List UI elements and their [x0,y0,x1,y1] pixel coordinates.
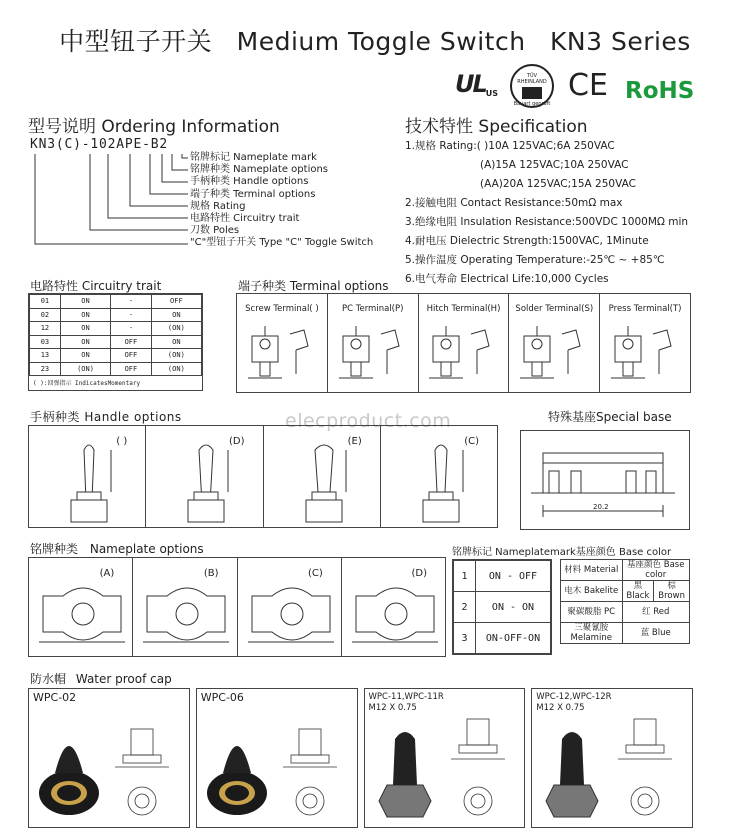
circuitry-cell: 23 [30,362,61,376]
base-color-cell: 三聚氰胺 Melamine [561,623,623,644]
special-panel [520,430,690,530]
circuitry-heading: 电路特性 Circuitry trait [30,279,162,293]
title-en: Medium Toggle Switch [236,27,526,56]
circuitry-cell: ON [60,308,110,322]
circuitry-cell: ON [60,335,110,349]
base-color-cell: 棕 Brown [654,581,690,602]
circuitry-cell: OFF [111,335,152,349]
title-cn: 中型钮子开关 [59,27,213,56]
order-item-circuitry: 电路特性 Circuitry trait [190,213,300,225]
mark-row [454,592,551,623]
circuitry-cell: 01 [30,295,61,309]
mark-table [453,560,551,654]
spec-rating: 1.规格 Rating:( )10A 125VAC;6A 250VAC [405,140,615,152]
base-color-panel [560,559,690,644]
circuitry-cell: 02 [30,308,61,322]
circuitry-row [30,349,202,363]
order-legend [190,152,373,250]
handle-heading: 手柄种类 Handle options [30,410,182,424]
circuitry-table [29,294,202,376]
order-code: KN3(C)-102APE-B2 [30,137,169,152]
nameplate-drawing [137,576,237,656]
base-color-header-cell: 材料 Material [561,560,623,581]
handle-option [146,426,263,527]
cap-item-label: WPC-11,WPC-11R M12 X 0.75 [368,692,444,713]
special-base-dim: 20.2 [593,503,609,511]
spec-list [405,137,688,289]
terminal-panel [236,293,691,393]
handle-option-label: ( ) [116,436,128,447]
handle-option-label: (C) [464,436,479,447]
title-series: KN3 Series [550,27,691,56]
order-item-poles: 刀数 Poles [190,225,240,237]
mark-number: 3 [454,623,476,654]
cap-item [196,688,358,828]
base-color-cell: 蓝 Blue [622,623,690,644]
order-item-handle: 手柄种类 Handle options [190,176,309,188]
circuitry-row [30,322,202,336]
spec-life: 6.电气寿命 Electrical Life:10,000 Cycles [405,273,609,285]
circuitry-row [30,335,202,349]
terminal-drawing [238,322,326,382]
nameplate-option-label: (A) [99,568,115,579]
circuitry-row [30,308,202,322]
handle-drawing [401,428,481,526]
tuv-logo: TÜV RHEINLAND Bauart geprüft [510,64,554,108]
circuitry-cell: (ON) [151,362,201,376]
handle-drawing [284,428,364,526]
order-item-rating: 规格 Rating [190,200,246,212]
base-color-header-cell: 基座颜色 Base color [622,560,690,581]
base-color-row [561,581,690,602]
mark-text: ON - OFF [476,561,551,592]
circuitry-cell: ON [151,335,201,349]
cap-item-label: WPC-02 [33,691,77,704]
order-item-type-c: "C"型钮子开关 Type "C" Toggle Switch [190,237,374,249]
circuitry-cell: ON [60,322,110,336]
nameplate-drawing [242,576,342,656]
terminal-option [600,294,690,392]
mark-number: 2 [454,592,476,623]
ul-logo: $UL_{US}$ [455,70,499,99]
cap-item [364,688,526,828]
order-item-nameplate-mark: 铭牌标记 Nameplate mark [190,152,317,163]
circuitry-note: ( ):回弹指示 IndicatesMomentary [33,380,141,387]
terminal-option [419,294,510,392]
mark-text: ON - ON [476,592,551,623]
ordering-heading: 型号说明 Ordering Information [28,117,280,137]
base-color-cell: 聚碳酸脂 PC [561,602,623,623]
circuitry-cell: ON [60,349,110,363]
base-color-cell: 黑 Black [622,581,654,602]
handle-drawing [49,428,129,526]
spec-rating-aa: (AA)20A 125VAC;15A 250VAC [480,178,636,190]
nameplate-option-label: (C) [307,568,323,579]
terminal-drawing [510,322,598,382]
circuitry-cell: - [111,308,152,322]
terminal-option [237,294,328,392]
spec-temperature: 5.操作温度 Operating Temperature:-25℃ ~ +85℃ [405,254,665,266]
base-color-row [561,623,690,644]
handle-drawing [166,428,246,526]
nameplate-option [342,558,445,656]
rohs-logo: RoHS [625,78,695,104]
cap-heading: 防水帽 Water proof cap [30,672,172,686]
circuitry-cell: (ON) [60,362,110,376]
base-color-row [561,602,690,623]
circuitry-cell: ON [60,295,110,309]
cap-drawing [532,689,692,828]
cap-item [28,688,190,828]
terminal-option-label: Press Terminal(T) [608,304,682,314]
circuitry-cell: 12 [30,322,61,336]
handle-option [381,426,497,527]
nameplate-option [133,558,237,656]
spec-heading: 技术特性 Specification [405,117,588,137]
terminal-option-label: PC Terminal(P) [341,304,404,314]
circuitry-row [30,295,202,309]
order-item-nameplate-options: 铭牌种类 Nameplate options [190,164,329,176]
circuitry-cell: 13 [30,349,61,363]
mark-row [454,561,551,592]
terminal-option [328,294,419,392]
nameplate-drawing [33,576,133,656]
spec-rating-a: (A)15A 125VAC;10A 250VAC [480,159,629,171]
mark-heading: 铭牌标记 Nameplatemark基座颜色 Base color [452,547,672,558]
terminal-option-label: Solder Terminal(S) [515,304,594,314]
cap-drawing [365,689,525,828]
nameplate-option-label: (D) [411,568,427,579]
mark-panel [452,559,552,655]
spec-dielectric: 4.耐电压 Dielectric Strength:1500VAC, 1Minute [405,235,649,247]
terminal-drawing [329,322,417,382]
handle-option-label: (D) [228,436,245,447]
handle-option [29,426,146,527]
mark-text: ON-OFF-ON [476,623,551,654]
page-title [0,22,750,58]
ce-logo: CE [568,68,608,103]
cap-item-label: WPC-06 [200,691,244,704]
terminal-option-label: Hitch Terminal(H) [426,304,501,314]
mark-row [454,623,551,654]
cap-panel [28,688,693,828]
circuitry-row [30,362,202,376]
cap-item [531,688,693,828]
base-color-table [560,559,690,644]
circuitry-cell: OFF [111,349,152,363]
circuitry-cell: (ON) [151,349,201,363]
cap-drawing [29,689,189,828]
cap-item-label: WPC-12,WPC-12R M12 X 0.75 [536,692,612,713]
order-code-leader-lines [30,152,190,252]
terminal-option-label: Screw Terminal( ) [245,304,319,314]
special-base-drawing [521,431,689,529]
cap-drawing [197,689,357,828]
terminal-heading: 端子种类 Terminal options [238,279,389,293]
circuitry-cell: OFF [111,362,152,376]
order-item-terminal: 端子种类 Terminal options [190,188,316,200]
circuitry-cell: 03 [30,335,61,349]
circuitry-cell: ON [151,308,201,322]
handle-panel [28,425,498,528]
circuitry-cell: - [111,322,152,336]
nameplate-drawing [346,576,446,656]
nameplate-option [238,558,342,656]
special-heading: 特殊基座Special base [548,410,672,424]
watermark: elecproduct.com [285,410,452,432]
base-color-header [561,560,690,581]
spec-insulation: 3.绝缘电阻 Insulation Resistance:500VDC 1000MΩ min [405,216,689,228]
nameplate-option-label: (B) [203,568,219,579]
circuitry-panel [28,293,203,391]
nameplate-panel [28,557,446,657]
handle-option [264,426,381,527]
nameplate-heading: 铭牌种类 Nameplate options [30,542,204,556]
circuitry-cell: - [111,295,152,309]
nameplate-option [29,558,133,656]
mark-number: 1 [454,561,476,592]
terminal-drawing [601,322,689,382]
circuitry-cell: (ON) [151,322,201,336]
base-color-cell: 电木 Bakelite [561,581,623,602]
circuitry-cell: OFF [151,295,201,309]
base-color-cell: 红 Red [622,602,690,623]
handle-option-label: (E) [347,436,362,447]
terminal-option [509,294,600,392]
spec-contact: 2.接触电阻 Contact Resistance:50mΩ max [405,197,623,209]
terminal-drawing [419,322,507,382]
